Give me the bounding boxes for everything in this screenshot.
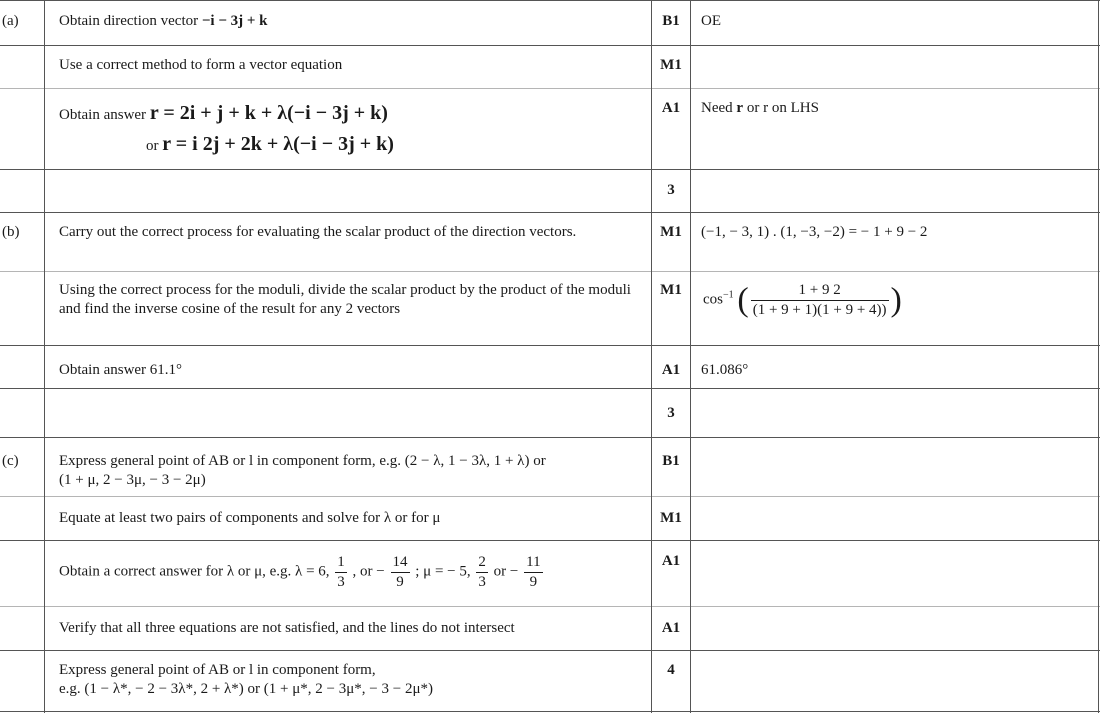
row-divider xyxy=(0,345,1100,346)
vector-equation-2: r = i 2j + 2k + λ(−i − 3j + k) xyxy=(162,133,394,155)
mark-a1: A1 xyxy=(661,620,681,636)
answer-b-moduli: Using the correct process for the moduli, divide the scalar product by the product of the moduli and find the inverse cosine of the result for any 2 vectors xyxy=(59,282,631,317)
fraction: $\frac{2}{3}$ xyxy=(478,554,486,590)
guidance-inverse-cosine: $\cos^{-1}$ ( $\frac{1 + 9 2}{(1 + 9 + 1)(1 + 9 + 4))}$ ) xyxy=(703,281,902,319)
part-label-c: (c) xyxy=(2,453,19,469)
answer-c-general-point-alt: Express general point of AB or l in component form, e.g. (1 − λ*, − 2 − 3λ*, 2 + λ*) or (1 + μ*, 2 − 3μ*, − 3 − 2μ*) xyxy=(59,662,434,697)
mark-m1: M1 xyxy=(660,282,682,298)
guidance-angle-value: 61.086° xyxy=(701,362,749,378)
row-divider xyxy=(0,169,1100,170)
answer-a-vector-equation-method: Use a correct method to form a vector equation xyxy=(59,57,343,73)
column-divider xyxy=(44,0,45,713)
part-divider xyxy=(0,212,1100,213)
part-label-b: (b) xyxy=(2,224,20,240)
fraction: $\frac{1}{3}$ xyxy=(337,554,345,590)
row-divider xyxy=(0,540,1100,541)
total-marks-a: 3 xyxy=(667,182,675,198)
fraction: $\frac{14}{9}$ xyxy=(392,554,408,590)
fraction: $\frac{11}{9}$ xyxy=(526,554,541,590)
answer-b-scalar-product: Carry out the correct process for evaluating the scalar product of the direction vectors. xyxy=(59,224,577,240)
answer-c-general-point: Express general point of AB or l in component form, e.g. (2 − λ, 1 − 3λ, 1 + λ) or (1 + μ, 2 − 3μ, − 3 − 2μ) xyxy=(59,453,546,488)
mark-a1: A1 xyxy=(661,362,681,378)
total-marks-c: 4 xyxy=(667,662,675,678)
guidance-oe: OE xyxy=(701,13,721,29)
row-divider xyxy=(0,496,1100,497)
mark-b1: B1 xyxy=(662,13,680,29)
direction-vector-expression: −i − 3j + k xyxy=(201,13,268,29)
row-divider xyxy=(0,0,1100,1)
vector-equation-1: r = 2i + j + k + λ(−i − 3j + k) xyxy=(149,102,388,124)
column-divider xyxy=(1098,0,1099,713)
part-label-a: (a) xyxy=(2,13,19,29)
mark-a1: A1 xyxy=(661,100,681,116)
mark-m1: M1 xyxy=(660,57,682,73)
guidance-need-r: Need r or r on LHS xyxy=(701,100,819,116)
answer-a-direction-vector: Obtain direction vector −i − 3j + k xyxy=(59,13,268,29)
part-divider xyxy=(0,437,1100,438)
mark-a1: A1 xyxy=(661,553,681,569)
mark-m1: M1 xyxy=(660,510,682,526)
row-divider xyxy=(0,388,1100,389)
cos-fraction: $\frac{1 + 9 2}{(1 + 9 + 1)(1 + 9 + 4))}$ xyxy=(752,282,887,318)
row-divider xyxy=(0,606,1100,607)
guidance-scalar-product: (−1, − 3, 1) . (1, −3, −2) = − 1 + 9 − 2 xyxy=(701,224,928,240)
row-divider xyxy=(0,88,1100,89)
row-divider xyxy=(0,45,1100,46)
total-marks-b: 3 xyxy=(667,405,675,421)
row-divider xyxy=(0,711,1100,712)
row-divider xyxy=(0,650,1100,651)
answer-b-obtain-answer: Obtain answer 61.1° xyxy=(59,362,183,378)
row-divider xyxy=(0,271,1100,272)
answer-c-verify: Verify that all three equations are not satisfied, and the lines do not intersect xyxy=(59,620,515,636)
answer-c-equate-components: Equate at least two pairs of components and solve for λ or for μ xyxy=(59,510,441,526)
mark-m1: M1 xyxy=(660,224,682,240)
mark-b1: B1 xyxy=(662,453,680,469)
answer-c-correct-answer: Obtain a correct answer for λ or μ, e.g. λ = 6, $\frac{1}{3}$ , or − $\frac{14}{9}$ ; μ = − 5, $\frac{2}{3}$ or − $\frac{11}{9}$ xyxy=(59,554,541,590)
answer-a-alternative: or r = i 2j + 2k + λ(−i − 3j + k) xyxy=(146,133,394,155)
answer-a-obtain-answer: Obtain answer r = 2i + j + k + λ(−i − 3j + k) xyxy=(59,102,388,124)
